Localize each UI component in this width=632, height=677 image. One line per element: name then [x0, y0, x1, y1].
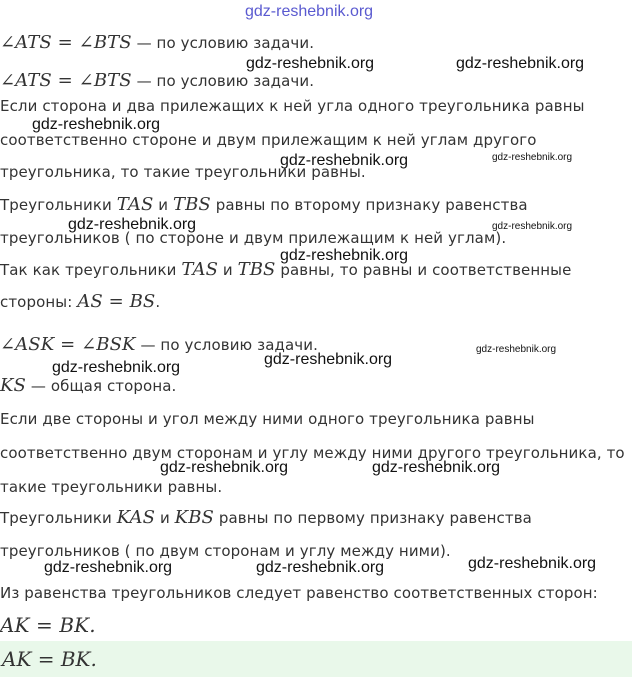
line-text: — по условию задачи.: [131, 72, 315, 90]
line-text: треугольников ( по стороне и двум прилежащим к ней углам).: [0, 229, 507, 247]
text-line: [0, 375, 176, 396]
watermark: gdz-reshebnik.org: [492, 221, 573, 232]
line-text: — по условию задачи.: [135, 336, 318, 354]
watermark: gdz-reshebnik.org: [246, 55, 375, 72]
watermark: gdz-reshebnik.org: [68, 216, 197, 233]
text-line: [0, 410, 535, 428]
watermark: gdz-reshebnik.org: [456, 55, 585, 72]
line-text: Из равенства треугольников следует равенство соответственных сторон:: [0, 584, 598, 602]
line-text: равны по первому признаку равенства: [213, 509, 532, 527]
text-line: [0, 542, 451, 560]
text-line: [0, 444, 625, 462]
line-text: — по условию задачи.: [131, 34, 315, 52]
header-watermark: gdz-reshebnik.org: [245, 3, 374, 20]
line-text: равны по второму признаку равенства: [210, 196, 528, 214]
line-text: треугольника, то такие треугольники равны.: [0, 163, 366, 181]
line-text: и: [153, 196, 173, 214]
math-expression: ∠ATS = ∠BTS: [0, 70, 132, 91]
text-line: [0, 478, 222, 496]
line-text: соответственно двум сторонам и углу между ними другого треугольника, то: [0, 444, 625, 462]
text-line: [0, 194, 528, 215]
line-text: и: [218, 261, 238, 279]
text-line: [0, 70, 314, 91]
math-expression: KBS: [174, 507, 214, 528]
math-expression: KAS: [116, 507, 156, 528]
line-text: — общая сторона.: [25, 377, 177, 395]
answer-expression: AK = BK.: [2, 647, 97, 671]
watermark: gdz-reshebnik.org: [256, 559, 385, 576]
watermark: gdz-reshebnik.org: [476, 344, 557, 355]
answer-highlight: [0, 641, 632, 677]
line-text: стороны:: [0, 293, 78, 311]
watermark: gdz-reshebnik.org: [372, 459, 501, 476]
math-expression: KS: [0, 375, 26, 396]
text-line: [0, 32, 314, 53]
line-text: Если сторона и два прилежащих к ней угла одного треугольника равны: [0, 97, 585, 115]
line-text: такие треугольники равны.: [0, 478, 223, 496]
watermark: gdz-reshebnik.org: [160, 459, 289, 476]
math-expression: AK = BK.: [0, 613, 96, 637]
line-text: Треугольники: [0, 196, 117, 214]
math-expression: AS = BS: [77, 291, 156, 312]
watermark: gdz-reshebnik.org: [468, 555, 597, 572]
line-text: соответственно стороне и двум прилежащим к ней углам другого: [0, 131, 537, 149]
line-text: треугольников ( по двум сторонам и углу между ними).: [0, 542, 451, 560]
math-expression: ∠ASK = ∠BSK: [0, 334, 136, 355]
watermark: gdz-reshebnik.org: [32, 116, 161, 133]
text-line: [0, 291, 160, 312]
line-text: и: [155, 509, 175, 527]
line-text: .: [155, 293, 161, 311]
watermark: gdz-reshebnik.org: [280, 247, 409, 264]
text-line: [0, 97, 585, 115]
math-expression: TAS: [116, 194, 154, 215]
text-line: [0, 507, 532, 528]
watermark: gdz-reshebnik.org: [280, 152, 409, 169]
line-text: равны, то равны и соответственные: [275, 261, 572, 279]
watermark: gdz-reshebnik.org: [44, 559, 173, 576]
math-expression: TAS: [181, 259, 219, 280]
math-expression: ∠ATS = ∠BTS: [0, 32, 132, 53]
text-line: [0, 584, 598, 602]
text-line: [0, 613, 96, 637]
line-text: Если две стороны и угол между ними одного треугольника равны: [0, 410, 535, 428]
line-text: Треугольники: [0, 509, 117, 527]
watermark: gdz-reshebnik.org: [492, 152, 573, 163]
math-expression: TBS: [237, 259, 276, 280]
math-expression: TBS: [172, 194, 211, 215]
line-text: Так как треугольники: [0, 261, 182, 279]
watermark: gdz-reshebnik.org: [264, 351, 393, 368]
watermark: gdz-reshebnik.org: [52, 359, 181, 376]
